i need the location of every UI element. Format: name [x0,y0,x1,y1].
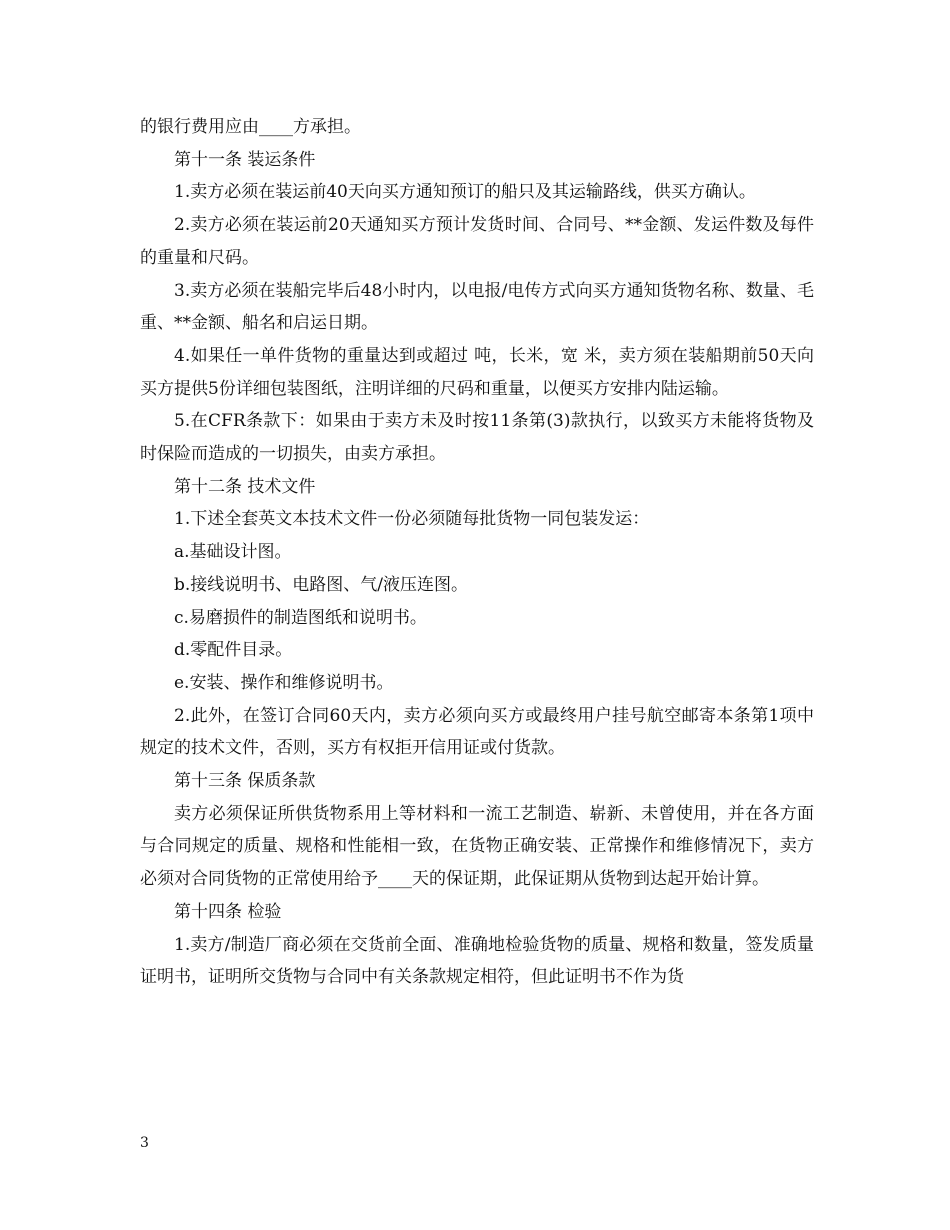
paragraph: 2.卖方必须在装运前20天通知买方预计发货时间、合同号、**金额、发运件数及每件的重量和尺码。 [140,215,814,268]
paragraph: 5.在CFR条款下：如果由于卖方未及时按11条第(3)款执行，以致买方未能将货物及时保险而造成的一切损失，由卖方承担。 [140,411,814,465]
section-heading-12: 第十二条 技术文件 [174,476,316,497]
paragraph: 3.卖方必须在装船完毕后48小时内，以电报/电传方式向买方通知货物名称、数量、毛重、**金额、船名和启运日期。 [140,280,814,334]
list-item: c.易磨损件的制造图纸和说明书。 [174,607,427,628]
paragraph: 1.卖方必须在装运前40天向买方通知预订的船只及其运输路线，供买方确认。 [174,182,756,203]
paragraph: 卖方必须保证所供货物系用上等材料和一流工艺制造、崭新、未曾使用，并在各方面与合同规定的质量、规格和性能相一致，在货物正确安装、正常操作和维修情况下，卖方必须对合同货物的正常使用给予____天的保证期，此保证期从货物到达起开始计算。 [140,803,814,890]
list-item: d.零配件目录。 [174,640,293,661]
list-item: b.接线说明书、电路图、气/液压连图。 [174,574,469,595]
section-heading-14: 第十四条 检验 [174,901,282,922]
paragraph: 的银行费用应由____方承担。 [140,117,361,137]
document-body [140,111,814,994]
paragraph: 1.卖方/制造厂商必须在交货前全面、准确地检验货物的质量、规格和数量，签发质量证明书，证明所交货物与合同中有关条款规定相符，但此证明书不作为货 [140,934,814,988]
page-number: 3 [140,1135,149,1151]
paragraph: 1.下述全套英文本技术文件一份必须随每批货物一同包装发运： [174,509,650,530]
paragraph: 4.如果任一单件货物的重量达到或超过 吨，长米，宽 米，卖方须在装船期前50天向买方提供5份详细包装图纸，注明详细的尺码和重量，以便买方安排内陆运输。 [140,345,814,399]
section-heading-11: 第十一条 装运条件 [174,149,316,170]
paragraph: 2.此外，在签订合同60天内，卖方必须向买方或最终用户挂号航空邮寄本条第1项中规定的技术文件，否则，买方有权拒开信用证或付货款。 [140,705,814,759]
list-item: a.基础设计图。 [174,542,292,563]
list-item: e.安装、操作和维修说明书。 [174,672,394,693]
section-heading-13: 第十三条 保质条款 [174,771,316,792]
